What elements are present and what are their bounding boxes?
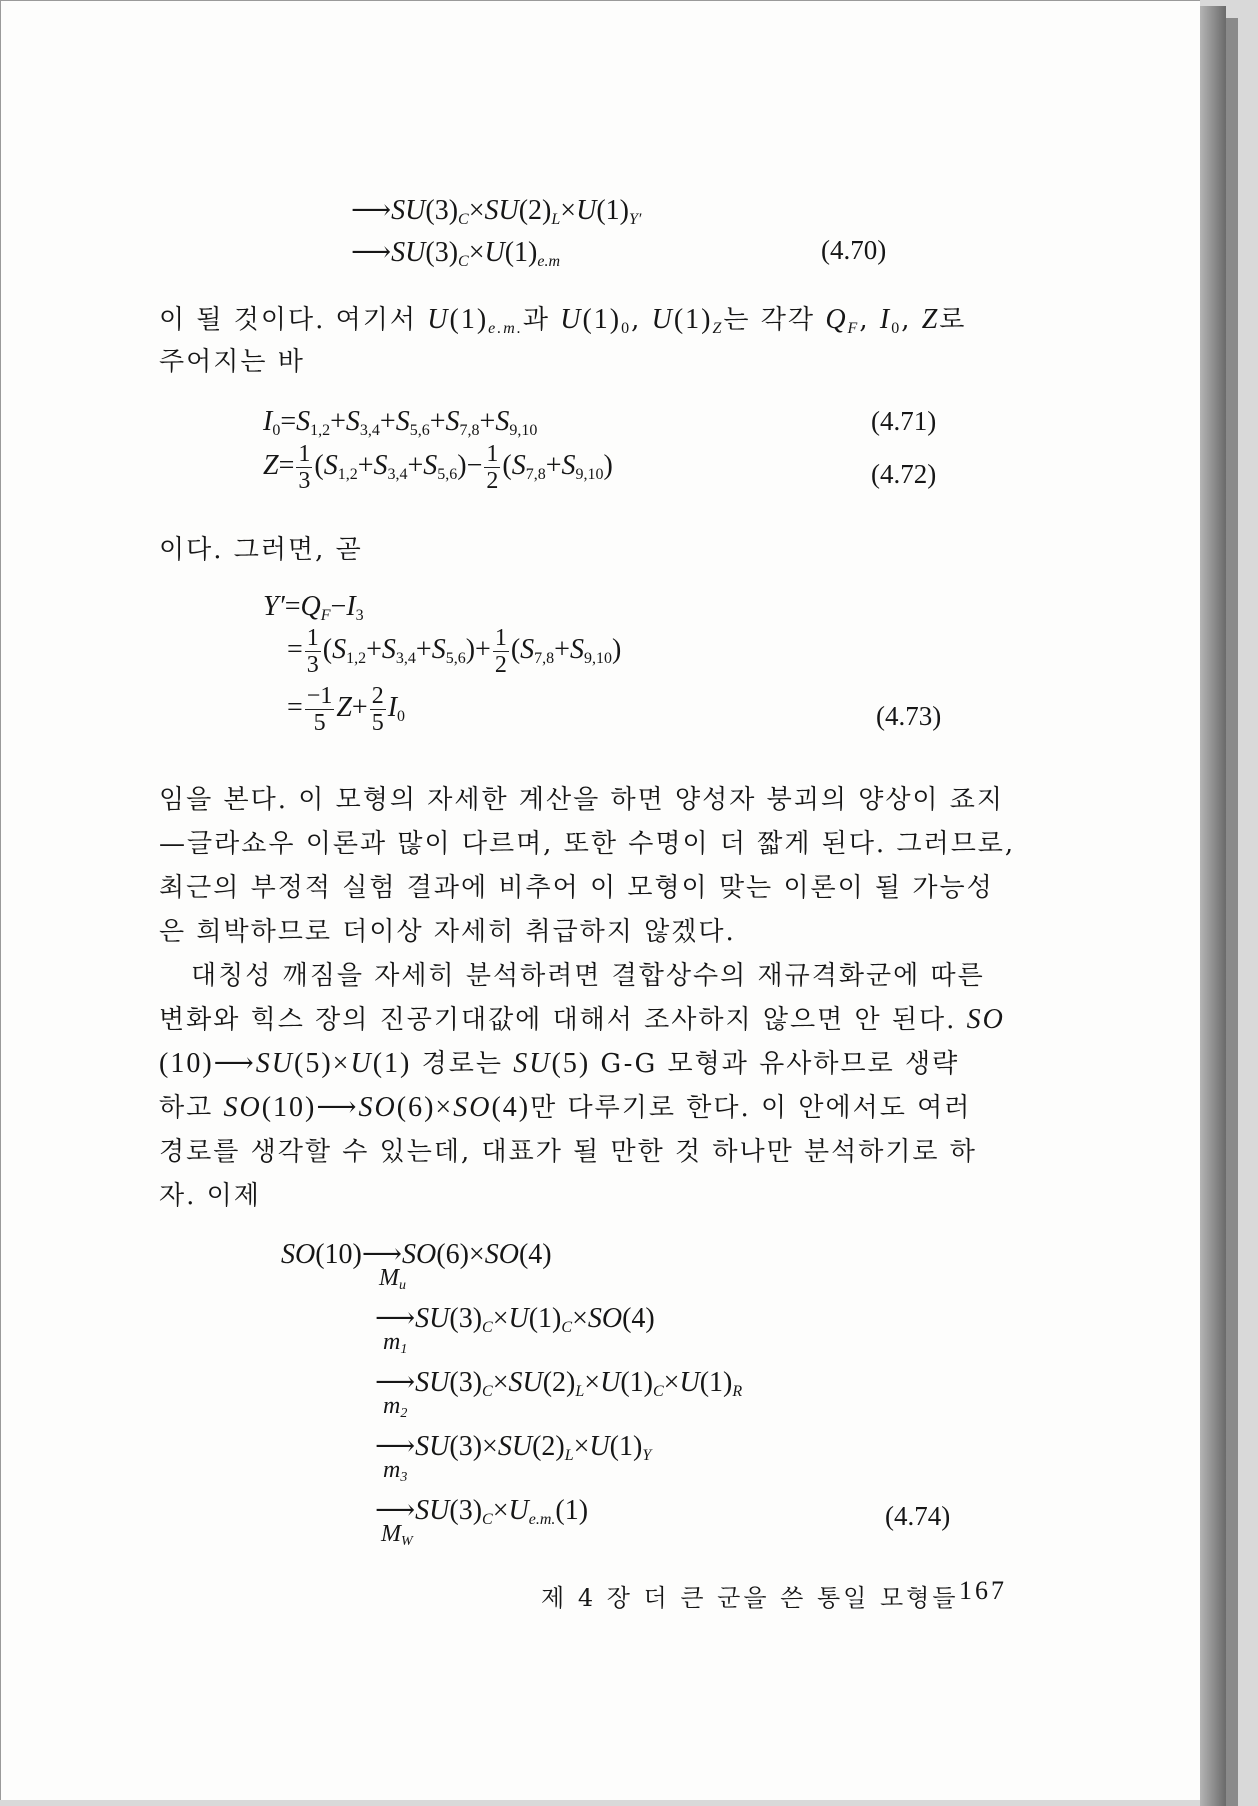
para3-line1: 임을 본다. 이 모형의 자세한 계산을 하면 양성자 붕괴의 양상이 죠지 [159, 785, 1005, 815]
eq74-number: (4.74) [885, 1501, 951, 1531]
para2: 이다. 그러면, 곧 [159, 535, 363, 565]
eq74-line5: $⟶SU(3)_C\times U_{e.m.}(1)$ [375, 1495, 589, 1528]
eq74-line4: $⟶SU(3)\times SU(2)_L\times U(1)_Y$ [375, 1431, 652, 1464]
para4-line3: (10)⟶SU(5)×U(1) 경로는 SU(5) G-G 모형과 유사하므로 생략 [159, 1048, 960, 1079]
eq74-label1: $M_u$ [379, 1265, 406, 1293]
footer-page-number: 167 [959, 1576, 1007, 1605]
eq73-line2: = $\frac{1}{3}$ $(S_{1,2}+S_{3,4}+S_{5,6})+$ $\frac{1}{2}$ $(S_{7,8}+S_{9,10})$ [287, 625, 622, 678]
para1-line2: 주어지는 바 [159, 347, 305, 377]
eq73-line3: = $\frac{-1}{5}$ Z+ $\frac{2}{5}$ $I_0$ [287, 683, 406, 736]
para3-line4: 은 희박하므로 더이상 자세히 취급하지 않겠다. [159, 917, 736, 947]
eq74-label5: $M_W$ [381, 1521, 413, 1549]
para4-line2: 변화와 힉스 장의 진공기대값에 대해서 조사하지 않으면 안 된다. SO [159, 1004, 1005, 1035]
page-edge-shadow-inner [1226, 18, 1238, 1806]
eq74-label4: $m_3$ [383, 1457, 408, 1485]
eq72: Z= $\frac{1}{3}$ $(S_{1,2}+S_{3,4}+S_{5,6})-$ $\frac{1}{2}$ $(S_{7,8}+S_{9,10})$ [263, 441, 613, 494]
eq73-number: (4.73) [876, 701, 942, 731]
eq74-line2: $⟶SU(3)_C\times U(1)_C\times SO(4)$ [375, 1303, 655, 1336]
eq71-number: (4.71) [871, 406, 937, 436]
para3-line2: —글라쇼우 이론과 많이 다르며, 또한 수명이 더 짧게 된다. 그러므로, [159, 829, 1016, 859]
eq74-line1: SO(10)⟶SO(6)×SO(4) [281, 1239, 552, 1270]
para1-line1: 이 될 것이다. 여기서 $U(1)_{e.m.}$과 $U(1)_0$, $U(1)_Z$는 각각 $Q_F$, $I_0$, Z로 [159, 304, 967, 337]
eq70-number: (4.70) [821, 235, 887, 265]
eq72-number: (4.72) [871, 459, 937, 489]
para3-line3: 최근의 부정적 실험 결과에 비추어 이 모형이 맞는 이론이 될 가능성 [159, 873, 994, 903]
para4-line1: 대칭성 깨짐을 자세히 분석하려면 결합상수의 재규격화군에 따른 [191, 961, 985, 991]
para4-line4: 하고 SO(10)⟶SO(6)×SO(4)만 다루기로 한다. 이 안에서도 여러 [159, 1092, 972, 1123]
eq74-label3: $m_2$ [383, 1393, 408, 1421]
page-edge-shadow [1200, 6, 1226, 1806]
eq74-line3: $⟶SU(3)_C\times SU(2)_L\times U(1)_C\times U(1)_R$ [375, 1367, 743, 1400]
eq71: $I_0=S_{1,2}+S_{3,4}+S_{5,6}+S_{7,8}+S_{9,10}$ [263, 406, 538, 439]
eq74-label2: $m_1$ [383, 1329, 408, 1357]
eq70-line2: $⟶SU(3)_C\times U(1)_{e.m}$ [351, 237, 561, 270]
eq70-line1: $⟶SU(3)_C\times SU(2)_L\times U(1)_{Y'}$ [351, 195, 642, 228]
para4-line5: 경로를 생각할 수 있는데, 대표가 될 만한 것 하나만 분석하기로 하 [159, 1137, 977, 1167]
eq73-line1: $Y'=Q_F-I_3$ [263, 591, 364, 624]
footer-chapter: 제 4 장 더 큰 군을 쓴 통일 모형들 [541, 1584, 959, 1612]
para4-line6: 자. 이제 [159, 1181, 261, 1211]
